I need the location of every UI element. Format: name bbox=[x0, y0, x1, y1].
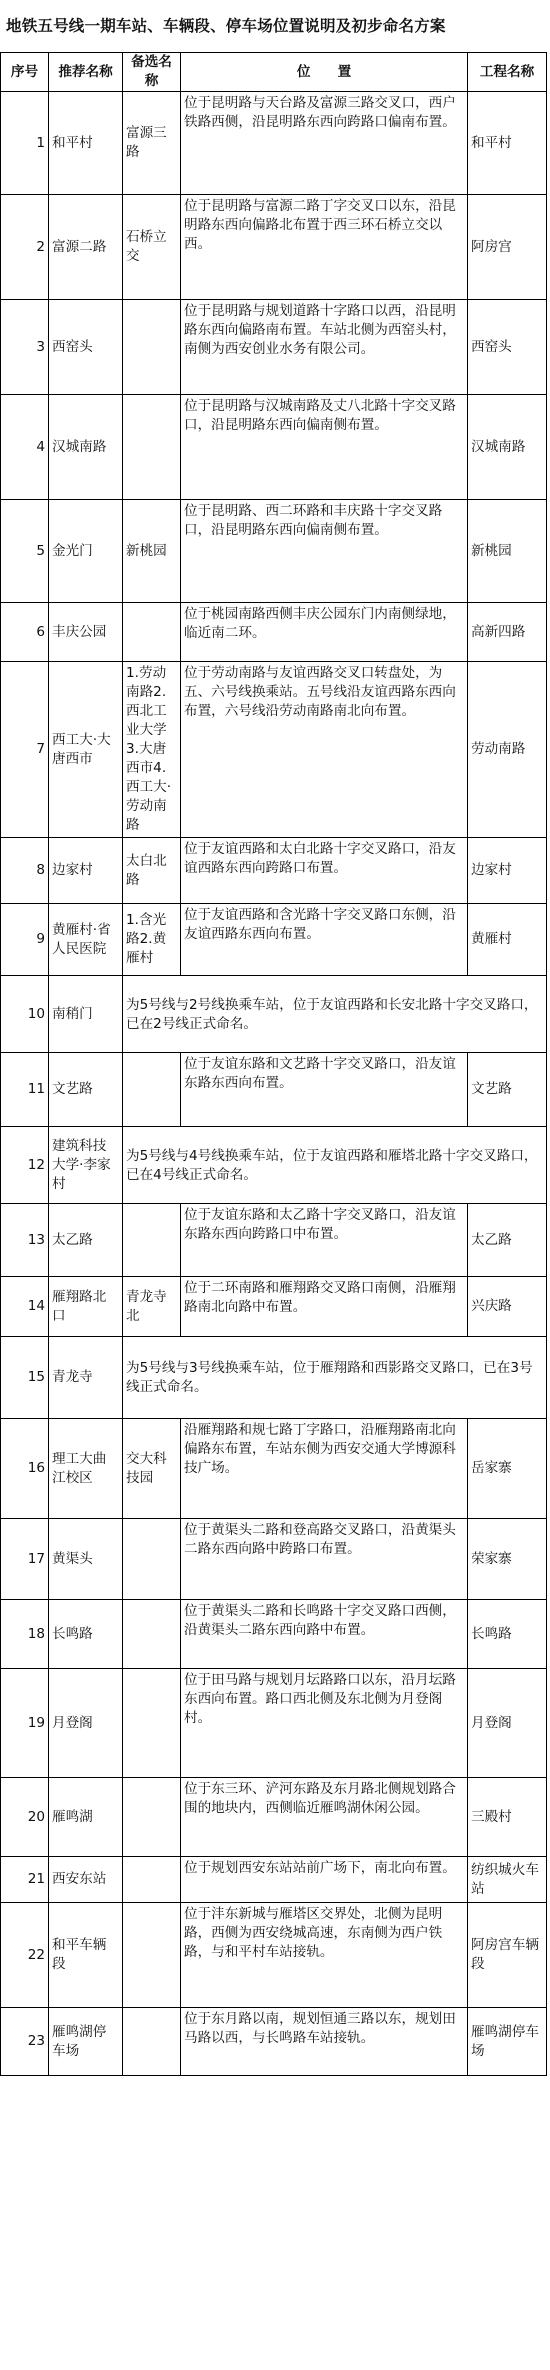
row-alternative-name bbox=[123, 1669, 181, 1778]
row-recommended-name: 太乙路 bbox=[49, 1204, 123, 1277]
row-alternative-name bbox=[123, 300, 181, 395]
row-location: 位于劳动南路与友谊西路交叉口转盘处，为五、六号线换乘站。五号线沿友谊西路东西向布置，六号线沿劳动南路南北向布置。 bbox=[181, 662, 468, 838]
table-row bbox=[1, 1903, 547, 2008]
table-row bbox=[1, 1519, 547, 1600]
row-seq: 2 bbox=[1, 195, 49, 300]
row-project-name: 阿房宫 bbox=[468, 195, 547, 300]
row-alternative-name: 交大科技园 bbox=[123, 1419, 181, 1519]
row-location: 位于昆明路、西二环路和丰庆路十字交叉路口，沿昆明路东西向偏南侧布置。 bbox=[181, 500, 468, 603]
row-location: 为5号线与3号线换乘车站，位于雁翔路和西影路交叉路口，已在3号线正式命名。 bbox=[123, 1337, 547, 1419]
row-location: 位于友谊东路和太乙路十字交叉路口，沿友谊东路东西向跨路口中布置。 bbox=[181, 1204, 468, 1277]
table-row bbox=[1, 976, 547, 1053]
table-row bbox=[1, 1778, 547, 1857]
row-alternative-name bbox=[123, 1903, 181, 2008]
row-recommended-name: 金光门 bbox=[49, 500, 123, 603]
row-seq: 9 bbox=[1, 904, 49, 976]
row-project-name: 和平村 bbox=[468, 92, 547, 195]
row-location: 位于东月路以南，规划恒通三路以东，规划田马路以西，与长鸣路车站接轨。 bbox=[181, 2008, 468, 2076]
row-alternative-name: 1.含光路2.黄雁村 bbox=[123, 904, 181, 976]
row-project-name: 西窑头 bbox=[468, 300, 547, 395]
row-project-name: 黄雁村 bbox=[468, 904, 547, 976]
row-project-name: 兴庆路 bbox=[468, 1277, 547, 1337]
row-seq: 14 bbox=[1, 1277, 49, 1337]
row-project-name: 纺织城火车站 bbox=[468, 1857, 547, 1903]
table-row bbox=[1, 1857, 547, 1903]
row-recommended-name: 汉城南路 bbox=[49, 395, 123, 500]
row-alternative-name: 新桃园 bbox=[123, 500, 181, 603]
row-seq: 7 bbox=[1, 662, 49, 838]
row-alternative-name: 太白北路 bbox=[123, 838, 181, 904]
row-project-name: 三殿村 bbox=[468, 1778, 547, 1857]
row-alternative-name: 富源三路 bbox=[123, 92, 181, 195]
row-location: 位于规划西安东站站前广场下，南北向布置。 bbox=[181, 1857, 468, 1903]
row-recommended-name: 边家村 bbox=[49, 838, 123, 904]
row-location: 位于昆明路与规划道路十字路口以西，沿昆明路东西向偏路南布置。车站北侧为西窑头村，南侧为西安创业水务有限公司。 bbox=[181, 300, 468, 395]
row-seq: 17 bbox=[1, 1519, 49, 1600]
row-alternative-name bbox=[123, 1778, 181, 1857]
row-project-name: 荣家寨 bbox=[468, 1519, 547, 1600]
table-row bbox=[1, 1600, 547, 1669]
table-body bbox=[1, 92, 547, 2076]
row-seq: 11 bbox=[1, 1053, 49, 1127]
row-recommended-name: 西安东站 bbox=[49, 1857, 123, 1903]
row-recommended-name: 雁鸣湖停车场 bbox=[49, 2008, 123, 2076]
row-project-name: 长鸣路 bbox=[468, 1600, 547, 1669]
table-row bbox=[1, 1337, 547, 1419]
table-row bbox=[1, 1419, 547, 1519]
row-seq: 21 bbox=[1, 1857, 49, 1903]
row-recommended-name: 理工大曲江校区 bbox=[49, 1419, 123, 1519]
row-recommended-name: 西工大·大唐西市 bbox=[49, 662, 123, 838]
row-location: 位于昆明路与天台路及富源三路交叉口，西户铁路西侧，沿昆明路东西向跨路口偏南布置。 bbox=[181, 92, 468, 195]
row-recommended-name: 雁翔路北口 bbox=[49, 1277, 123, 1337]
row-seq: 23 bbox=[1, 2008, 49, 2076]
row-project-name: 高新四路 bbox=[468, 603, 547, 662]
row-recommended-name: 南稍门 bbox=[49, 976, 123, 1053]
table-row bbox=[1, 300, 547, 395]
row-alternative-name bbox=[123, 395, 181, 500]
table-row bbox=[1, 1053, 547, 1127]
row-recommended-name: 文艺路 bbox=[49, 1053, 123, 1127]
row-seq: 3 bbox=[1, 300, 49, 395]
header-alt: 备选名称 bbox=[123, 53, 181, 92]
header-name: 推荐名称 bbox=[49, 53, 123, 92]
row-recommended-name: 雁鸣湖 bbox=[49, 1778, 123, 1857]
row-location: 位于东三环、浐河东路及东月路北侧规划路合围的地块内，西侧临近雁鸣湖休闲公园。 bbox=[181, 1778, 468, 1857]
row-seq: 18 bbox=[1, 1600, 49, 1669]
row-seq: 10 bbox=[1, 976, 49, 1053]
row-recommended-name: 青龙寺 bbox=[49, 1337, 123, 1419]
row-seq: 16 bbox=[1, 1419, 49, 1519]
row-alternative-name: 石桥立交 bbox=[123, 195, 181, 300]
row-alternative-name bbox=[123, 2008, 181, 2076]
row-seq: 19 bbox=[1, 1669, 49, 1778]
row-seq: 15 bbox=[1, 1337, 49, 1419]
row-project-name: 阿房宫车辆段 bbox=[468, 1903, 547, 2008]
row-seq: 12 bbox=[1, 1127, 49, 1204]
row-recommended-name: 和平车辆段 bbox=[49, 1903, 123, 2008]
row-seq: 5 bbox=[1, 500, 49, 603]
table-row bbox=[1, 92, 547, 195]
table-row bbox=[1, 500, 547, 603]
row-project-name: 劳动南路 bbox=[468, 662, 547, 838]
row-location: 为5号线与2号线换乘车站，位于友谊西路和长安北路十字交叉路口，已在2号线正式命名。 bbox=[123, 976, 547, 1053]
row-recommended-name: 丰庆公园 bbox=[49, 603, 123, 662]
row-seq: 20 bbox=[1, 1778, 49, 1857]
table-row bbox=[1, 603, 547, 662]
row-recommended-name: 月登阁 bbox=[49, 1669, 123, 1778]
row-project-name: 雁鸣湖停车场 bbox=[468, 2008, 547, 2076]
row-location: 位于昆明路与富源二路丁字交叉口以东，沿昆明路东西向偏路北布置于西三环石桥立交以西。 bbox=[181, 195, 468, 300]
row-project-name: 边家村 bbox=[468, 838, 547, 904]
row-seq: 6 bbox=[1, 603, 49, 662]
row-seq: 8 bbox=[1, 838, 49, 904]
row-project-name: 文艺路 bbox=[468, 1053, 547, 1127]
row-seq: 1 bbox=[1, 92, 49, 195]
station-naming-table bbox=[0, 52, 547, 2076]
row-recommended-name: 长鸣路 bbox=[49, 1600, 123, 1669]
row-alternative-name bbox=[123, 1857, 181, 1903]
table-row bbox=[1, 838, 547, 904]
row-seq: 22 bbox=[1, 1903, 49, 2008]
row-project-name: 月登阁 bbox=[468, 1669, 547, 1778]
row-location: 位于黄渠头二路和长鸣路十字交叉路口西侧，沿黄渠头二路东西向路中布置。 bbox=[181, 1600, 468, 1669]
row-alternative-name: 1.劳动南路2.西北工业大学3.大唐西市4.西工大·劳动南路 bbox=[123, 662, 181, 838]
row-recommended-name: 和平村 bbox=[49, 92, 123, 195]
row-location: 位于沣东新城与雁塔区交界处，北侧为昆明路，西侧为西安绕城高速，东南侧为西户铁路，与和平村车站接轨。 bbox=[181, 1903, 468, 2008]
header-location: 位 置 bbox=[181, 53, 468, 92]
row-location: 位于田马路与规划月坛路路口以东，沿月坛路东西向布置。路口西北侧及东北侧为月登阁村。 bbox=[181, 1669, 468, 1778]
table-row bbox=[1, 904, 547, 976]
header-project: 工程名称 bbox=[468, 53, 547, 92]
row-location: 位于黄渠头二路和登高路交叉路口，沿黄渠头二路东西向路中跨路口布置。 bbox=[181, 1519, 468, 1600]
row-seq: 13 bbox=[1, 1204, 49, 1277]
row-location: 位于二环南路和雁翔路交叉路口南侧，沿雁翔路南北向路中布置。 bbox=[181, 1277, 468, 1337]
row-recommended-name: 黄雁村·省人民医院 bbox=[49, 904, 123, 976]
row-recommended-name: 西窑头 bbox=[49, 300, 123, 395]
document-title: 地铁五号线一期车站、车辆段、停车场位置说明及初步命名方案 bbox=[6, 17, 446, 35]
row-alternative-name: 青龙寺北 bbox=[123, 1277, 181, 1337]
row-alternative-name bbox=[123, 1053, 181, 1127]
row-seq: 4 bbox=[1, 395, 49, 500]
row-project-name: 太乙路 bbox=[468, 1204, 547, 1277]
table-row bbox=[1, 395, 547, 500]
table-row bbox=[1, 1669, 547, 1778]
row-alternative-name bbox=[123, 1519, 181, 1600]
table-row bbox=[1, 1127, 547, 1204]
row-location: 位于桃园南路西侧丰庆公园东门内南侧绿地，临近南二环。 bbox=[181, 603, 468, 662]
row-alternative-name bbox=[123, 1600, 181, 1669]
row-alternative-name bbox=[123, 1204, 181, 1277]
row-alternative-name bbox=[123, 603, 181, 662]
row-project-name: 汉城南路 bbox=[468, 395, 547, 500]
row-location: 位于友谊西路和太白北路十字交叉路口，沿友谊西路东西向跨路口布置。 bbox=[181, 838, 468, 904]
row-location: 位于友谊东路和文艺路十字交叉路口，沿友谊东路东西向布置。 bbox=[181, 1053, 468, 1127]
table-row bbox=[1, 1204, 547, 1277]
header-seq: 序号 bbox=[1, 53, 49, 92]
table-row bbox=[1, 2008, 547, 2076]
row-recommended-name: 建筑科技大学·李家村 bbox=[49, 1127, 123, 1204]
table-row bbox=[1, 1277, 547, 1337]
table-row bbox=[1, 662, 547, 838]
row-recommended-name: 黄渠头 bbox=[49, 1519, 123, 1600]
row-location: 位于昆明路与汉城南路及丈八北路十字交叉路口，沿昆明路东西向偏南侧布置。 bbox=[181, 395, 468, 500]
row-project-name: 新桃园 bbox=[468, 500, 547, 603]
row-location: 沿雁翔路和规七路丁字路口，沿雁翔路南北向偏路东布置，车站东侧为西安交通大学博源科技广场。 bbox=[181, 1419, 468, 1519]
table-header-row bbox=[1, 53, 547, 92]
row-location: 位于友谊西路和含光路十字交叉路口东侧，沿友谊西路东西向布置。 bbox=[181, 904, 468, 976]
row-location: 为5号线与4号线换乘车站，位于友谊西路和雁塔北路十字交叉路口，已在4号线正式命名。 bbox=[123, 1127, 547, 1204]
row-recommended-name: 富源二路 bbox=[49, 195, 123, 300]
table-row bbox=[1, 195, 547, 300]
row-project-name: 岳家寨 bbox=[468, 1419, 547, 1519]
